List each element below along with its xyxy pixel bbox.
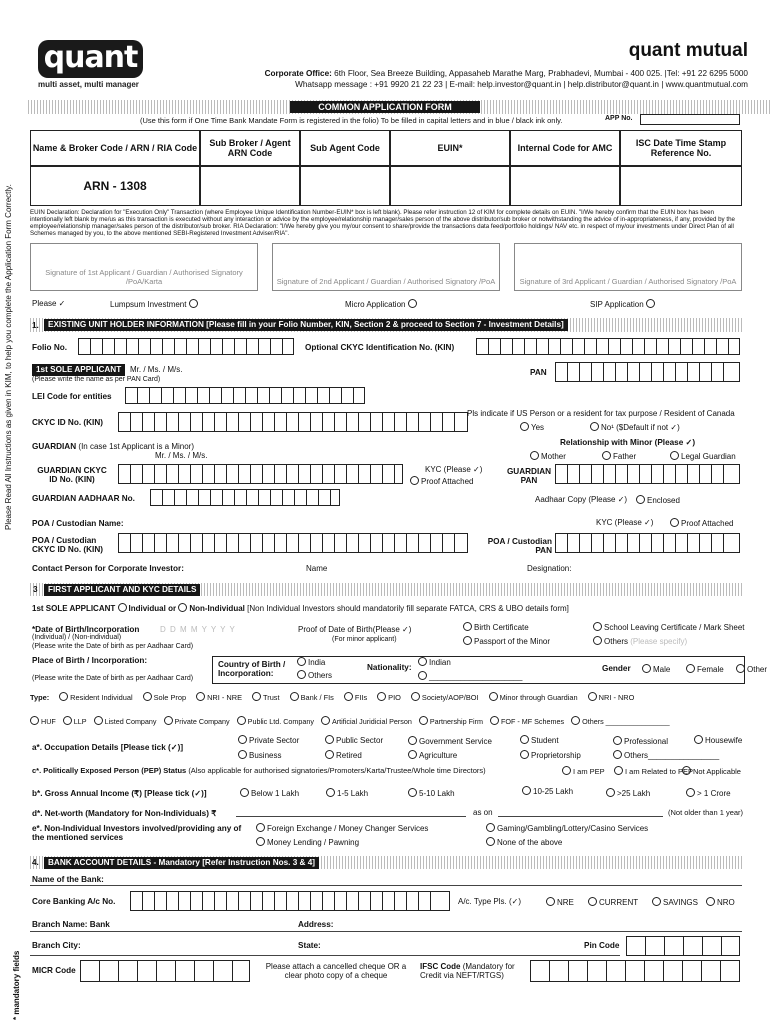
guardian-pan-input[interactable] <box>555 464 740 484</box>
brand-name: quant mutual <box>628 40 748 61</box>
ifsc-label: IFSC Code (Mandatory for Credit via NEFT/RTGS) <box>420 962 515 980</box>
contact-person-label: Contact Person for Corporate Investor: <box>32 564 184 573</box>
type-option[interactable]: FIIs <box>344 692 367 702</box>
aadhaar-copy-label: Aadhaar Copy (Please ✓) <box>535 495 628 504</box>
instruction: (Use this form if One Time Bank Mandate Form is registered in the folio) To be filled in capital letters and in blue / black ink only. <box>140 116 563 125</box>
proof-dob-label: Proof of Date of Birth(Please ✓) <box>298 625 412 634</box>
country-birth-label: Country of Birth / Incorporation: <box>218 660 286 678</box>
sec1-title: EXISTING UNIT HOLDER INFORMATION [Please fill in your Folio Number, KIN, Section 2 & proceed to Section 7 - Investment Details] <box>44 319 568 331</box>
pep-row: c*. Politically Exposed Person (PEP) Status (Also applicable for authorised signatories/Promoters/Karta/Trustee/Whole time Directors) <box>32 766 486 775</box>
dob-note-2: (Please write the Date of birth as per Aadhaar Card) <box>32 675 194 682</box>
please-tick: Please ✓ <box>32 299 66 308</box>
euin-field[interactable] <box>390 166 510 206</box>
internal-code-field[interactable] <box>510 166 620 206</box>
ac-type-option[interactable]: SAVINGS <box>652 897 698 907</box>
guardian-pan-label: GUARDIAN PAN <box>506 467 552 485</box>
sub-broker-field[interactable] <box>200 166 300 206</box>
folio-label: Folio No. <box>32 343 68 352</box>
opt-school[interactable]: School Leaving Certificate / Mark Sheet <box>593 622 745 632</box>
occ-option[interactable]: Student <box>520 735 559 745</box>
sole-title: Mr. / Ms. / M/s. <box>130 365 183 374</box>
app-no-label: APP No. <box>605 115 633 122</box>
type-option[interactable]: NRI - NRO <box>588 692 635 702</box>
folio-input[interactable] <box>78 338 294 355</box>
signature-box-1[interactable]: Signature of 1st Applicant / Guardian / Authorised Signatory /PoA/Karta <box>30 243 258 291</box>
signature-box-3[interactable]: Signature of 3rd Applicant / Guardian / Authorised Signatory /PoA <box>514 243 742 291</box>
arn-code[interactable]: ARN - 1308 <box>30 166 200 206</box>
dob-note: (Please write the Date of birth as per Aadhaar Card) <box>32 643 194 650</box>
broker-header-row <box>30 130 742 166</box>
type-option[interactable]: Listed Company <box>94 716 157 726</box>
us-yes[interactable]: Yes <box>520 422 544 432</box>
sec3-number: 3 <box>33 585 38 594</box>
type-option[interactable]: Resident Individual <box>59 692 132 702</box>
proof-minor-note: (For minor applicant) <box>332 636 397 643</box>
euin-declaration: EUIN Declaration: Declaration for "Execution Only" Transaction (where Employee Unique Identification Number-EUIN* box is left blank). Please refer instruction 12 of KIM for complete details on EUIN. "I/We hereby confirm that the EUIN box has been intentionally left blank by me/us as this transaction is executed without any interaction or advice by the employee/relationship manager/sales person of the above distributor/sub broker or notwithstanding the advice of in-appropriateness, if any, provided by the employee/relationship manager/sales person of the distributor/sub broker. RIA Declaration: "I/We hereby give you my/our consent to share/provide the transactions data feed/portfolio holdings/ NAV etc. in respect of my/our investments under Direct Plan of all Schemes managed by you, to the above mentioned SEBI-Registered Investment Adviser/RIA". <box>30 209 735 237</box>
occ-option[interactable]: Government Service <box>408 736 492 746</box>
type-option[interactable]: Society/AOP/BOI <box>411 692 479 702</box>
sub-agent-field[interactable] <box>300 166 390 206</box>
sec4-number: 4. <box>32 858 39 867</box>
income-option[interactable]: >25 Lakh <box>606 788 650 798</box>
branch-city-label: Branch City: <box>32 941 81 950</box>
occ-option[interactable]: Agriculture <box>408 750 457 760</box>
pin-label: Pin Code <box>584 941 620 950</box>
nationality-label: Nationality: <box>367 663 412 672</box>
occ-option[interactable]: Private Sector <box>238 735 299 745</box>
svc-option[interactable]: Money Lending / Pawning <box>256 837 359 847</box>
ac-type-option[interactable]: NRE <box>546 897 574 907</box>
nationality-other[interactable]: _____________________ <box>418 671 522 681</box>
us-person-label: Pls indicate if US Person or a resident for tax purpose / Resident of Canada <box>467 409 735 418</box>
bank-name-label: Name of the Bank: <box>32 875 104 884</box>
place-birth-label: Place of Birth / Incorporation: <box>32 656 148 665</box>
gender-label: Gender <box>602 664 631 673</box>
micr-input[interactable] <box>80 960 250 982</box>
income-option[interactable]: Below 1 Lakh <box>240 788 299 798</box>
guardian-title: Mr. / Ms. / M/s. <box>155 451 208 460</box>
type-option[interactable]: LLP <box>63 716 87 726</box>
core-banking-label: Core Banking A/c No. <box>32 897 116 906</box>
broker-header: Sub Agent Code <box>300 130 390 166</box>
guardian-label: GUARDIAN (In case 1st Applicant is a Minor) <box>32 442 195 451</box>
sip-option[interactable]: SIP Application <box>590 299 657 309</box>
pan-label: PAN <box>530 368 547 377</box>
opt-passport[interactable]: Passport of the Minor <box>463 636 550 646</box>
form-title: COMMON APPLICATION FORM <box>290 101 480 113</box>
as-on-label: as on <box>473 808 493 817</box>
guardian-kyc-label: KYC (Please ✓) <box>425 465 483 474</box>
gender-female[interactable]: Female <box>686 664 724 674</box>
broker-header: Internal Code for AMC <box>510 130 620 166</box>
ckyc-kin-label: Optional CKYC Identification No. (KIN) <box>305 343 455 352</box>
ckyc-label: CKYC ID No. (KIN) <box>32 418 103 427</box>
occ-option[interactable]: Professional <box>613 736 668 746</box>
branch-line[interactable] <box>30 931 742 932</box>
sec1-number: 1. <box>32 321 39 330</box>
occ-option[interactable]: Retired <box>325 750 362 760</box>
designation-label: Designation: <box>527 564 572 573</box>
pin-input[interactable] <box>626 936 740 956</box>
country-india[interactable]: India <box>297 657 325 667</box>
bank-name-field[interactable] <box>30 885 742 886</box>
occ-option[interactable]: Public Sector <box>325 735 383 745</box>
occ-option[interactable]: Business <box>238 750 281 760</box>
svc-option[interactable]: Gaming/Gambling/Lottery/Casino Services <box>486 823 648 833</box>
occupation-label: a*. Occupation Details [Please tick (✓)] <box>32 743 184 752</box>
rel-mother[interactable]: Mother <box>530 451 566 461</box>
opt-birth-cert[interactable]: Birth Certificate <box>463 622 529 632</box>
networth-label: d*. Net-worth (Mandatory for Non-Individuals) ₹ <box>32 809 217 818</box>
rel-legal[interactable]: Legal Guardian <box>670 451 736 461</box>
tagline: multi asset, multi manager <box>38 80 139 89</box>
networth-field[interactable] <box>236 816 466 817</box>
poa-ckyc-input[interactable] <box>118 533 468 553</box>
ckyc-input[interactable] <box>118 412 468 432</box>
guardian-ckyc-input[interactable] <box>118 464 403 484</box>
poa-pan-input[interactable] <box>555 533 740 553</box>
broker-header: EUIN* <box>390 130 510 166</box>
income-option[interactable]: > 1 Crore <box>686 788 731 798</box>
address-label: Address: <box>298 920 334 929</box>
svc-option[interactable]: None of the above <box>486 837 562 847</box>
pep-option[interactable]: I am PEP <box>562 766 605 776</box>
sec4-title: BANK ACCOUNT DETAILS - Mandatory [Refer Instruction Nos. 3 & 4] <box>44 857 319 869</box>
type-option[interactable]: HUF <box>30 716 56 726</box>
city-line[interactable] <box>30 955 620 956</box>
pan-input[interactable] <box>555 362 740 382</box>
sole-applicant-label: 1st SOLE APPLICANT <box>32 364 125 376</box>
opt-others-proof[interactable]: Others (Please specify) <box>593 636 687 646</box>
aadhaar-enclosed[interactable]: Enclosed <box>636 495 680 505</box>
broker-header: ISC Date Time Stamp Reference No. <box>620 130 742 166</box>
lei-label: LEI Code for entities <box>32 392 112 401</box>
gender-male[interactable]: Male <box>642 664 670 674</box>
type-option[interactable]: Bank / FIs <box>290 692 334 702</box>
income-option[interactable]: 1-5 Lakh <box>326 788 368 798</box>
type-option[interactable]: Minor through Guardian <box>489 692 578 702</box>
type-option[interactable]: Others ________________ <box>571 716 670 726</box>
micr-label: MICR Code <box>32 966 76 975</box>
poa-name-label: POA / Custodian Name: <box>32 519 124 528</box>
relationship-label: Relationship with Minor (Please ✓) <box>560 438 696 447</box>
isc-stamp-field[interactable] <box>620 166 742 206</box>
ac-type-label: A/c. Type Pls. (✓) <box>458 897 522 906</box>
type-option[interactable]: Sole Prop <box>143 692 186 702</box>
dob-input[interactable]: D D M M Y Y Y Y <box>160 625 236 634</box>
income-option[interactable]: 5-10 Lakh <box>408 788 455 798</box>
guardian-ckyc-label: GUARDIAN CKYC ID No. (KIN) <box>37 466 107 484</box>
income-option[interactable]: 10-25 Lakh <box>522 786 573 796</box>
side-mandatory: * mandatory fields <box>12 950 21 1020</box>
gender-other[interactable]: Other <box>736 664 767 674</box>
dob-label: *Date of Birth/Incorporation <box>32 625 140 634</box>
type-option[interactable]: Artificial Juridicial Person <box>321 716 412 726</box>
broker-values-row <box>30 166 742 206</box>
pep-option[interactable]: Not Applicable <box>682 766 741 776</box>
ac-type-option[interactable]: CURRENT <box>588 897 638 907</box>
type-option[interactable]: Public Ltd. Company <box>237 716 314 726</box>
type-option[interactable]: PIO <box>377 692 401 702</box>
contact-name-label: Name <box>306 564 328 573</box>
income-label: b*. Gross Annual Income (₹) [Please tick (✓)] <box>32 789 207 798</box>
guardian-aadhaar-input[interactable] <box>150 489 340 506</box>
type-option[interactable]: NRI - NRE <box>196 692 242 702</box>
ifsc-input[interactable] <box>530 960 740 982</box>
sole-note: (Please write the name as per PAN Card) <box>32 376 161 383</box>
app-no-field[interactable] <box>640 114 740 125</box>
broker-header: Name & Broker Code / ARN / RIA Code <box>30 130 200 166</box>
svc-option[interactable]: Foreign Exchange / Money Changer Services <box>256 823 428 833</box>
state-label: State: <box>298 941 321 950</box>
cheque-note: Please attach a cancelled cheque OR a clear photo copy of a cheque <box>265 962 407 980</box>
applicant-type-row: 1st SOLE APPLICANT Individual or Non-Individual [Non Individual Investors should mandatorily fill separate FATCA, CRS & UBO details form] <box>32 604 569 613</box>
sec3-title: FIRST APPLICANT AND KYC DETAILS <box>44 584 200 596</box>
side-instruction: Please Read All Instructions as given in KIM, to help you complete the Application Form Correctly. <box>4 184 13 530</box>
core-banking-input[interactable] <box>130 891 450 911</box>
corporate-address: Corporate Office: 6th Floor, Sea Breeze Building, Appasaheb Marathe Marg, Prabhadevi, Mumbai - 400 025. |Tel: +91 22 6295 5000 Whatsapp message : +91 9920 21 22 23 | E-mail: help.investor@quant.in | help.distributor@quant.in | www.quantmutual.com <box>264 69 748 89</box>
lumpsum-option[interactable]: Lumpsum Investment <box>110 299 200 309</box>
poa-kyc-label: KYC (Please ✓) <box>596 518 654 527</box>
poa-ckyc-label: POA / Custodian CKYC ID No. (KIN) <box>32 536 103 554</box>
not-older-note: (Not older than 1 year) <box>668 808 744 817</box>
type-row-1: Type: Resident Individual Sole Prop NRI - NRE Trust Bank / FIs FIIs PIO Society/AOP/BOI Minor through Guardian NRI - NRO <box>30 692 635 702</box>
type-option[interactable]: Trust <box>252 692 280 702</box>
type-option[interactable]: Private Company <box>164 716 230 726</box>
us-no[interactable]: No¹ ($Default if not ✓) <box>590 422 680 432</box>
occ-option[interactable]: Housewife <box>694 735 742 745</box>
broker-header: Sub Broker / Agent ARN Code <box>200 130 300 166</box>
lei-input[interactable] <box>125 387 365 404</box>
quant-logo: quant <box>38 40 143 78</box>
ckyc-kin-input[interactable] <box>476 338 740 355</box>
guardian-aadhaar-label: GUARDIAN AADHAAR No. <box>32 494 135 503</box>
type-option[interactable]: FOF - MF Schemes <box>490 716 564 726</box>
as-on-field[interactable] <box>498 816 663 817</box>
micro-option[interactable]: Micro Application <box>345 299 419 309</box>
branch-name-label: Branch Name: Bank <box>32 920 110 929</box>
ac-type-option[interactable]: NRO <box>706 897 735 907</box>
poa-proof[interactable]: Proof Attached <box>670 518 733 528</box>
signature-box-2[interactable]: Signature of 2nd Applicant / Guardian / Authorised Signatory /PoA <box>272 243 500 291</box>
dob-sub: (Individual) / (Non-individual) <box>32 634 122 641</box>
occ-option[interactable]: Others________________ <box>613 750 719 760</box>
guardian-proof[interactable]: Proof Attached <box>410 476 473 486</box>
type-row-2 <box>30 713 745 729</box>
nationality-indian[interactable]: Indian <box>418 657 451 667</box>
rel-father[interactable]: Father <box>602 451 636 461</box>
occ-option[interactable]: Proprietorship <box>520 750 581 760</box>
type-option[interactable]: Partnership Firm <box>419 716 483 726</box>
pep-option[interactable]: I am Related to PEP <box>614 766 693 776</box>
poa-pan-label: POA / Custodian PAN <box>487 537 552 555</box>
country-others[interactable]: Others <box>297 670 332 680</box>
non-ind-services-label: e*. Non-Individual Investors involved/providing any of the mentioned services <box>32 824 242 842</box>
